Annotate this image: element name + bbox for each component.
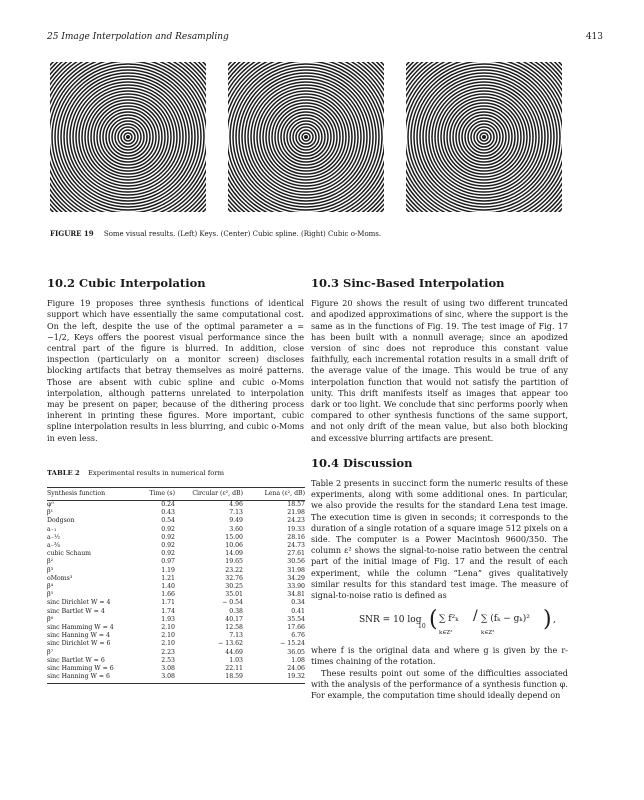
table-cell-circular: 18.59 (175, 673, 243, 684)
table-cell-circular: − 13.62 (218, 640, 243, 648)
table-cell-circular: 44.69 (225, 648, 243, 656)
table-caption (47, 469, 224, 477)
table-body (47, 501, 305, 684)
formula-paren-close: ) (543, 607, 552, 633)
table-cell-circular: 30.25 (225, 583, 243, 591)
table-caption-label: TABLE 2 (47, 469, 80, 477)
snr-formula (311, 601, 568, 645)
cubic-spline-rings (228, 62, 384, 212)
table-cell-time: 2.53 (161, 656, 175, 664)
figure-caption (50, 229, 381, 238)
ring-center (126, 135, 130, 139)
section-discussion-title: 10.4 Discussion (311, 455, 413, 470)
table-cell-circular: 10.06 (225, 542, 243, 550)
table-cell-lena: 24.23 (287, 517, 305, 525)
table-cell-time: 3.08 (137, 673, 175, 684)
table-cell-lena: 21.98 (287, 509, 305, 517)
table-cell-lena: 18.57 (287, 501, 305, 508)
table-cell-function: β⁵ (47, 591, 54, 599)
table-cell-function: cubic Schaum (47, 550, 92, 558)
table-row (47, 526, 305, 534)
keys-rings (50, 62, 206, 212)
table-row (47, 517, 305, 525)
table-header-lena: Lena (ε², dB) (243, 488, 305, 501)
figure-omoms-image (406, 62, 562, 212)
formula-num: ∑ f²ₖ (439, 614, 459, 625)
table-cell-time: 0.43 (161, 509, 175, 517)
table-row (47, 616, 305, 624)
table-cell-lena: 6.76 (291, 632, 305, 640)
table-row (47, 649, 305, 657)
table-header-time: Time (s) (137, 488, 175, 501)
table-row (47, 640, 305, 648)
section-cubic-paragraph: Figure 19 proposes three synthesis functions of identical support which have essentially the same computational cost. On the left, despite the use of the optimal parameter a = −1/2, Keys offers the poorest visual performance since the central part of the figure is blurred. In addition, close inspection (particularly on a monitor screen) discloses blocking artifacts that betray themselves as moiré patterns. Those are absent with cubic spline and cubic o-Moms interpolation, although patterns unrelated to interpolation may be present on paper, because of the dithering process inherent in printing these figures. More important, cubic spline interpolation results in less blurring, and cubic o-Moms in even less. (47, 298, 304, 443)
table-cell-circular: 9.49 (229, 517, 243, 525)
table-cell-circular: 32.76 (225, 574, 243, 582)
table-cell-circular: 22.11 (225, 665, 243, 673)
section-sinc-title: 10.3 Sinc-Based Interpolation (311, 276, 505, 290)
table-cell-lena: 0.34 (291, 599, 305, 607)
table-cell-time: 0.97 (161, 558, 175, 566)
table-cell-function: sinc Bartlet W = 6 (47, 656, 105, 664)
table-cell-function: a₋₁ (47, 525, 57, 533)
table-row (47, 632, 305, 640)
section-discussion-paragraph3: These results point out some of the difficulties associated with the analysis of the performance of a synthesis function φ. For example, the computation time should ideally depend on (311, 667, 568, 701)
section-sinc-paragraph: Figure 20 shows the result of using two different truncated and apodized approximations of sinc, where the support is the same as in the functions of Fig. 19. The test image of Fig. 17 has been built with a nonnull average; since an apodized version of sinc does not reproduce this constant value faithfully, each incremental rotation results in a small drift of the average value of the image. This would be true of any interpolation function that would not satisfy the partition of unity. This drift manifests itself as images that appear too dark or too light. We conclude that sinc performs poorly when compared to other synthesis functions of the same support, and not only drift of the mean value, but also both blocking and excessive blurring artifacts are present. (311, 298, 568, 443)
table-row (47, 558, 305, 566)
table-cell-lena: 27.61 (287, 550, 305, 558)
table-cell-lena: 35.54 (287, 615, 305, 623)
results-table (47, 487, 305, 684)
omoms-rings (406, 62, 562, 212)
table-row (47, 550, 305, 558)
table-cell-function: β⁶ (47, 615, 54, 623)
table-cell-time: 1.40 (161, 583, 175, 591)
figure-cubic-spline-image (228, 62, 384, 212)
formula-index-num: k∈Z² (439, 630, 453, 637)
table-cell-time: 0.92 (161, 550, 175, 558)
table-cell-circular: 0.38 (229, 607, 243, 615)
table-row (47, 665, 305, 673)
table-cell-function: β¹ (47, 509, 54, 517)
table-cell-function: β⁴ (47, 583, 54, 591)
table-row (47, 624, 305, 632)
table-cell-lena: 19.32 (243, 673, 305, 684)
table-row (47, 575, 305, 583)
table-cell-time: 1.71 (161, 599, 175, 607)
table-cell-function: φ⁰ (47, 501, 54, 508)
page-number: 413 (585, 32, 603, 42)
table-cell-function: sinc Dirichlet W = 4 (47, 599, 111, 607)
ring-center (304, 135, 308, 139)
table-cell-time: 1.93 (161, 615, 175, 623)
table-cell-time: 2.23 (161, 648, 175, 656)
table-cell-circular: 19.65 (225, 558, 243, 566)
table-row (47, 583, 305, 591)
table-cell-circular: 14.09 (225, 550, 243, 558)
table-cell-time: 0.24 (161, 501, 175, 508)
table-row (47, 509, 305, 517)
formula-den: ∑ (fₖ − gₖ)² (481, 614, 530, 625)
table-row (47, 657, 305, 665)
table-cell-time: 1.21 (161, 574, 175, 582)
figure-images (50, 62, 606, 212)
table-cell-function: Dodgson (47, 517, 75, 525)
table-cell-circular: 4.96 (229, 501, 243, 508)
formula-tail: , (553, 615, 556, 626)
table-caption-text: Experimental results in numerical form (87, 469, 225, 477)
section-cubic-title: 10.2 Cubic Interpolation (47, 276, 206, 290)
table-cell-function: β³ (47, 566, 54, 574)
table-cell-time: 1.74 (161, 607, 175, 615)
table-cell-lena: 34.81 (287, 591, 305, 599)
table-cell-function: β² (47, 558, 54, 566)
table-header-circular: Circular (ε², dB) (175, 488, 243, 501)
table-cell-lena: 1.08 (291, 656, 305, 664)
table-row (47, 608, 305, 616)
table-cell-function: sinc Bartlet W = 4 (47, 607, 105, 615)
table-cell-lena: 28.16 (287, 533, 305, 541)
table-row (47, 567, 305, 575)
table-cell-lena: 31.98 (287, 566, 305, 574)
table-row (47, 673, 305, 684)
formula-sub: 10 (418, 623, 426, 631)
table-cell-function: sinc Hanning W = 4 (47, 632, 110, 640)
table-cell-circular: 3.60 (229, 525, 243, 533)
table-cell-circular: 23.22 (225, 566, 243, 574)
table-row (47, 599, 305, 607)
table-cell-lena: 19.33 (287, 525, 305, 533)
table-row (47, 501, 305, 510)
figure-caption-text: Some visual results. (Left) Keys. (Center) Cubic spline. (Right) Cubic o-Moms. (103, 230, 382, 238)
section-discussion-paragraph2: where f is the original data and where g is given by the r-times chaining of the rotation. (311, 645, 568, 667)
table-cell-time: 2.10 (161, 632, 175, 640)
table-cell-circular: 1.03 (229, 656, 243, 664)
table-row (47, 534, 305, 542)
table-cell-lena: − 15.24 (280, 640, 305, 648)
formula-slash: / (473, 608, 478, 625)
table-cell-function: oMoms³ (47, 574, 73, 582)
ring-center (482, 135, 486, 139)
table-cell-function: a₋¾ (47, 542, 60, 550)
table-cell-circular: − 0.54 (222, 599, 243, 607)
table-cell-lena: 33.90 (287, 583, 305, 591)
table-cell-time: 2.10 (161, 640, 175, 648)
table-cell-function: β⁷ (47, 648, 54, 656)
table-cell-time: 0.54 (161, 517, 175, 525)
figure-keys-image (50, 62, 206, 212)
table-cell-time: 3.08 (161, 665, 175, 673)
table-cell-function: sinc Dirichlet W = 6 (47, 640, 111, 648)
figure-caption-label: FIGURE 19 (50, 229, 94, 238)
table-cell-lena: 0.41 (291, 607, 305, 615)
table-cell-lena: 24.73 (287, 542, 305, 550)
table-row (47, 542, 305, 550)
table-cell-time: 0.92 (161, 525, 175, 533)
table-cell-circular: 15.00 (225, 533, 243, 541)
section-discussion-paragraph1: Table 2 presents in succinct form the numeric results of these experiments, along with some additional ones. In particular, we also provide the results for the standard Lena test image. The execution time is given in seconds; it corresponds to the duration of a single rotation of a square image 512 pixels on a side. The computer is a Power Macintosh 9600/350. The column ε² shows the signal-to-noise ratio between the central part of the initial image of Fig. 17 and the result of each experiment, while the column “Lena” gives qualitatively similar results for this standard test image. The measure of signal-to-noise ratio is defined as (311, 478, 568, 601)
table-cell-function: sinc Hanning W = 6 (47, 673, 137, 684)
table-cell-function: sinc Hamming W = 6 (47, 665, 114, 673)
table-cell-time: 0.92 (161, 542, 175, 550)
table-cell-function: a₋½ (47, 533, 60, 541)
table-cell-time: 1.19 (161, 566, 175, 574)
table-header-row (47, 488, 305, 501)
formula-index-den: k∈Z² (481, 630, 495, 637)
table-header-function: Synthesis function (47, 488, 137, 501)
running-head (47, 32, 603, 46)
table-cell-lena: 30.56 (287, 558, 305, 566)
table-cell-function: sinc Hamming W = 4 (47, 624, 114, 632)
table-cell-time: 1.66 (161, 591, 175, 599)
table-cell-lena: 34.29 (287, 574, 305, 582)
right-column (311, 278, 568, 701)
left-column (47, 278, 304, 444)
table-cell-circular: 40.17 (225, 615, 243, 623)
table-row (47, 591, 305, 599)
table-cell-circular: 35.01 (225, 591, 243, 599)
formula-lhs: SNR = 10 log (359, 615, 422, 626)
table-cell-circular: 7.13 (229, 509, 243, 517)
formula-paren-open: ( (429, 607, 438, 633)
table-cell-lena: 24.06 (287, 665, 305, 673)
table-cell-lena: 36.05 (287, 648, 305, 656)
table-cell-time: 2.10 (161, 624, 175, 632)
table-cell-circular: 7.13 (229, 632, 243, 640)
chapter-title: 25 Image Interpolation and Resampling (47, 32, 229, 42)
table-cell-lena: 17.66 (287, 624, 305, 632)
table-cell-time: 0.92 (161, 533, 175, 541)
table-cell-circular: 12.58 (225, 624, 243, 632)
